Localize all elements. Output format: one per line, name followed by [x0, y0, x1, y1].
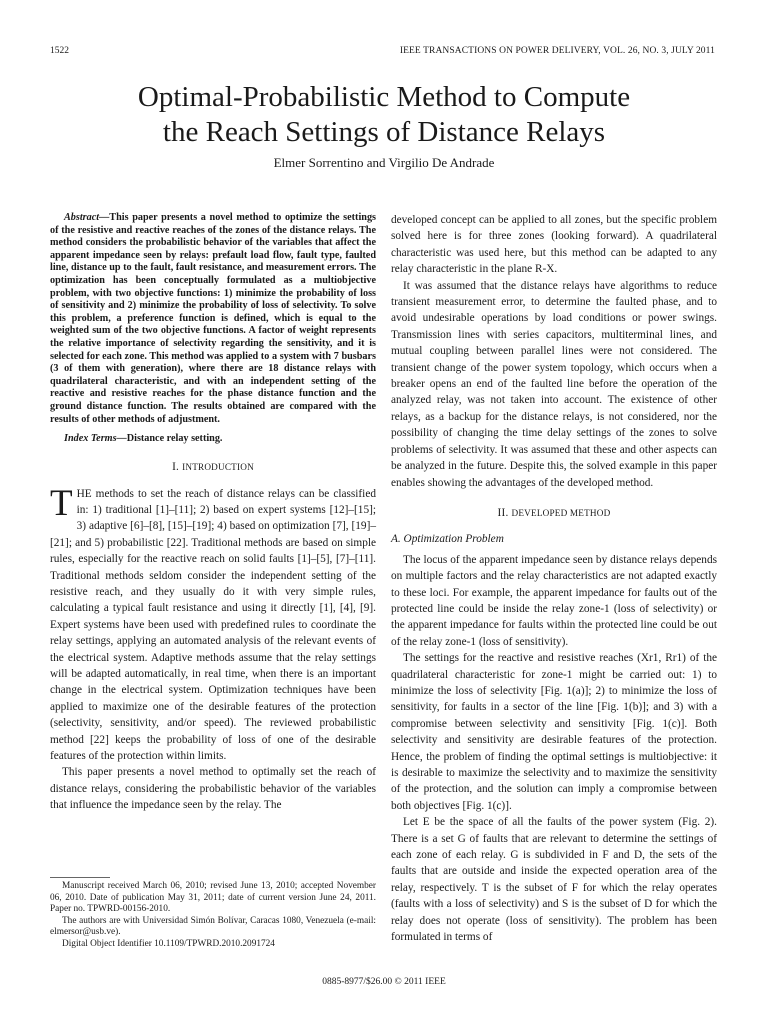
index-terms [50, 432, 376, 445]
title-line-1: Optimal-Probabilistic Method to Compute [137, 81, 631, 113]
drop-cap: T [50, 482, 73, 524]
index-terms-text: Distance relay setting. [126, 433, 223, 445]
index-terms-label: Index Terms— [64, 433, 127, 445]
right-paragraph-1: developed concept can be applied to all zones, but the specific problem solved here is for three zones (looking forward). A quadrilateral characteristic was used here, but this method can be adapted to any relay characteristic in the plane R-X. [391, 214, 717, 276]
title-line-2: the Reach Settings of Distance Relays [162, 116, 606, 148]
footnote-manuscript: Manuscript received March 06, 2010; revised June 13, 2010; accepted November 06, 2010. Date of publication May 31, 2011; date of current version June 24, 2011. Paper no. TPWRD-00156-2010. [50, 881, 376, 915]
copyright: 0885-8977/$26.00 © 2011 IEEE [322, 977, 446, 987]
authors: Elmer Sorrentino and Virgilio De Andrade [273, 155, 495, 170]
right-paragraph-3: The locus of the apparent impedance seen by distance relays depends on multiple factors and the relay characteristics are not adapted exactly to these loci. For example, the apparent impedance for faults out of the protected line could be inside the relay zone-1 (loss of selectivity) or the apparent impedance for faults within the protected line could be out of the relay zone-1 (loss of sensitivity). [391, 553, 717, 648]
footnote-doi: Digital Object Identifier 10.1109/TPWRD.2010.2091724 [62, 938, 275, 949]
abstract [50, 212, 376, 426]
paper-title [0, 80, 768, 150]
right-paragraph-4: The settings for the reactive and resistive reaches (Xr1, Rr1) of the quadrilateral characteristic for zone-1 might be carried out: 1) to minimize the loss of selectivity [Fig. 1(a)]; 2) to minimize the loss of sensitivity, for faults in a sector of the line [Fig. 1(b)]; and 3) with a compromise between selectivity and sensitivity [Fig. 1(c)]. Both selectivity and sensitivity are desirable features of the protection. Hence, the problem of finding the optimal settings is multiobjective: it is desirable to maximize the selectivity and to maximize the sensitivity of the protection, and the solution can imply a compromise between both objectives [Fig. 1(c)]. [391, 652, 717, 812]
left-column [50, 212, 376, 814]
footnote-affiliation: The authors are with Universidad Simón Bolívar, Caracas 1080, Venezuela (e-mail: elmersor@usb.ve). [50, 915, 376, 938]
footnote-divider [50, 877, 110, 878]
intro-paragraph-2: This paper presents a novel method to optimally set the reach of distance relays, considering the probabilistic behavior of the variables that influence the impedance seen by the relay. The [50, 766, 376, 812]
journal-header: IEEE TRANSACTIONS ON POWER DELIVERY, VOL. 26, NO. 3, JULY 2011 [399, 46, 715, 56]
abstract-text: This paper presents a novel method to optimize the settings of the resistive and reactive reaches of the zones of the distance relays. The method considers the probabilistic behavior of the variables that affect the apparent impedance seen by relays: prefault load flow, fault type, faulted line, distance up to the fault, fault resistance, and measurement errors. The optimization has been conceptually formulated as a multiobjective problem, with two objective functions: 1) minimize the probability of loss of sensitivity and 2) minimize the probability of loss of selectivity. To solve this problem, a preference function is defined, which is equal to the weighted sum of the two objective functions. A factor of weight represents the relative importance of selectivity regarding the sensitivity, and it is selected for each zone. This method was applied to a system with 7 busbars (3 of them with generation), where there are 18 distance relays with quadrilateral characteristic, and with an independent setting of the reactive and resistive reaches for the phase distance function and the ground distance function. The results obtained are compared with the results of other methods of adjustment. [50, 212, 376, 425]
right-column [391, 212, 717, 945]
section-heading-developed-method: II. DEVELOPED METHOD [497, 506, 611, 519]
right-paragraph-5: Let E be the space of all the faults of the power system (Fig. 2). There is a set G of faults that are relevant to determine the settings of each zone of each relay. G is subdivided in F and D, the sets of the faults that are outside and inside the expected operation area of the relay, respectively. T is the subset of F for which the relay operates (faults with a loss of selectivity) and S is the subset of D for which the relay does not operate (loss of sensitivity). The problem has been formulated in terms of [391, 816, 717, 944]
section-heading-introduction: I. INTRODUCTION [172, 461, 254, 474]
subsection-optimization-problem: A. Optimization Problem [391, 533, 504, 546]
intro-paragraph-1: THE methods to set the reach of distance relays can be classified in: 1) traditional [1]–[11]; 2) based on expert systems [12]–[15]; 3) adaptive [6]–[8], [15]–[19]; 4) based on optimization [7], [19]–[21]; and 5) probabilistic [22]. Traditional methods are based on simple rules, especially for the reactive reach on solid faults [1]–[5], [7]–[11]. Traditional methods seldom consider the independent setting of the resistive reach, and they usually do it with very simple rules, calculating a typical fault resistance and using it directly [1], [4], [9]. Expert systems have been used with predefined rules to coordinate the relay settings, applying an automated analysis of the relevant events of the electrical system. Adaptive methods assume that the relay settings will be adapted automatically, in real time, when there is an important change in the electrical system. Optimization techniques have been applied to maximize one of the desirable features of the protection (selectivity, sensitivity, and/or speed). The reviewed probabilistic method [22] keeps the probability of loss of one of the desirable features of the protection within limits. [50, 482, 376, 762]
right-paragraph-2: It was assumed that the distance relays have algorithms to reduce transient measurement error, to determine the faulted phase, and to avoid undesirable operations by load conditions or power swings. Transmission lines with series capacitors, multiterminal lines, and mutual coupling between parallel lines were not considered. The transient change of the power system topology, which occurs when a breaker opens an end of the faulted line before the operation of the analyzed relay, was not taken into account. The existence of other relays, as a backup for the distance relays, is not considered, nor the possibility of changing the time delay settings of the zones to solve problems of selectivity. It was assumed that these and other aspects can be analyzed in the future. Despite this, the solved example in this paper enables showing the advantages of the developed method. [391, 279, 717, 489]
page-number: 1522 [50, 46, 69, 56]
abstract-label: Abstract— [64, 212, 110, 223]
footnote [50, 881, 376, 951]
